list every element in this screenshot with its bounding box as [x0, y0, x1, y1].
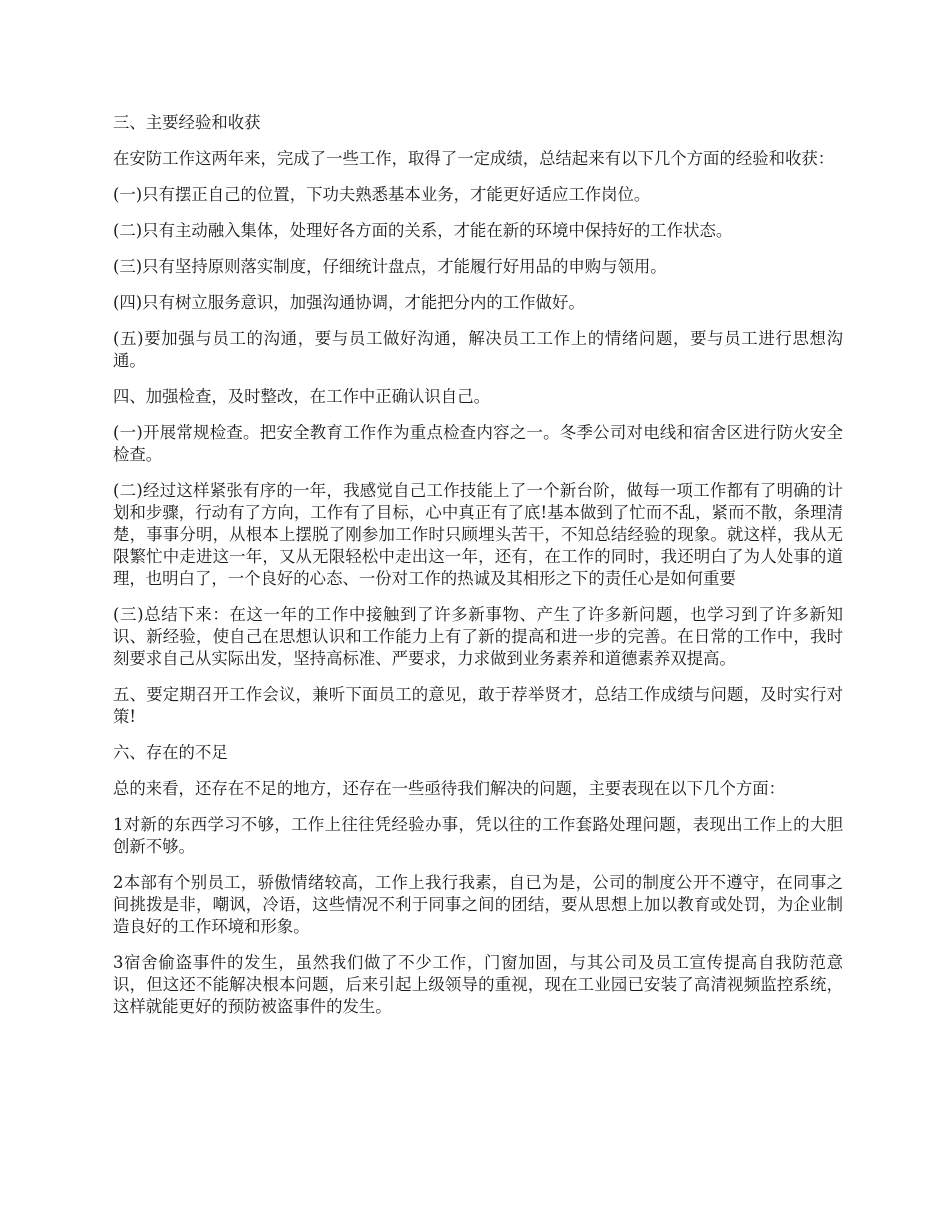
- list-item-shortcoming-2: 2本部有个别员工，骄傲情绪较高，工作上我行我素，自已为是，公司的制度公开不遵守，在同事之间挑拨是非，嘲讽，冷语，这些情况不利于同事之间的团结，要从思想上加以教育或处罚，为企业制造良好的工作环境和形象。: [113, 873, 843, 936]
- paragraph-shortcomings-intro: 总的来看，还存在不足的地方，还存在一些亟待我们解决的问题，主要表现在以下几个方面：: [113, 779, 786, 798]
- document-body: [113, 112, 843, 1032]
- section-heading-shortcomings: 六、存在的不足: [113, 743, 228, 762]
- section-heading-inspection: 四、加强检查，及时整改，在工作中正确认识自己。: [113, 387, 490, 406]
- paragraph-experience-intro: 在安防工作这两年来，完成了一些工作，取得了一定成绩，总结起来有以下几个方面的经验和收获：: [113, 149, 835, 168]
- section-heading-meetings: 五、要定期召开工作会议，兼听下面员工的意见，敢于荐举贤才，总结工作成绩与问题，及时实行对策!: [113, 685, 843, 726]
- list-item-experience-2: (二)只有主动融入集体，处理好各方面的关系，才能在新的环境中保持好的工作状态。: [113, 221, 733, 240]
- list-item-shortcoming-1: 1对新的东西学习不够，工作上往往凭经验办事，凭以往的工作套路处理问题，表现出工作上的大胆创新不够。: [113, 815, 843, 856]
- list-item-inspection-1: (一)开展常规检查。把安全教育工作作为重点检查内容之一。冬季公司对电线和宿舍区进行防火安全检查。: [113, 423, 843, 464]
- list-item-experience-3: (三)只有坚持原则落实制度，仔细统计盘点，才能履行好用品的申购与领用。: [113, 257, 667, 276]
- list-item-inspection-3: (三)总结下来：在这一年的工作中接触到了许多新事物、产生了许多新问题，也学习到了许多新知识、新经验，使自己在思想认识和工作能力上有了新的提高和进一步的完善。在日常的工作中，我时刻要求自己从实际出发，坚持高标准、严要求，力求做到业务素养和道德素养双提高。: [113, 605, 843, 668]
- list-item-experience-4: (四)只有树立服务意识，加强沟通协调，才能把分内的工作做好。: [113, 293, 585, 312]
- list-item-experience-1: (一)只有摆正自己的位置，下功夫熟悉基本业务，才能更好适应工作岗位。: [113, 185, 651, 204]
- list-item-shortcoming-3: 3宿舍偷盗事件的发生，虽然我们做了不少工作，门窗加固，与其公司及员工宣传提高自我防范意识，但这还不能解决根本问题，后来引起上级领导的重视，现在工业园已安装了高清视频监控系统，这样就能更好的预防被盗事件的发生。: [113, 953, 843, 1016]
- list-item-inspection-2: (二)经过这样紧张有序的一年，我感觉自己工作技能上了一个新台阶，做每一项工作都有了明确的计划和步骤，行动有了方向，工作有了目标，心中真正有了底!基本做到了忙而不乱，紧而不散，条理清楚，事事分明，从根本上摆脱了刚参加工作时只顾埋头苦干，不知总结经验的现象。就这样，我从无限繁忙中走进这一年，又从无限轻松中走出这一年，还有，在工作的同时，我还明白了为人处事的道理，也明白了，一个良好的心态、一份对工作的热诚及其相形之下的责任心是如何重要: [113, 481, 843, 588]
- section-heading-experience: 三、主要经验和收获: [113, 113, 261, 132]
- list-item-experience-5: (五)要加强与员工的沟通，要与员工做好沟通，解决员工工作上的情绪问题，要与员工进行思想沟通。: [113, 329, 843, 370]
